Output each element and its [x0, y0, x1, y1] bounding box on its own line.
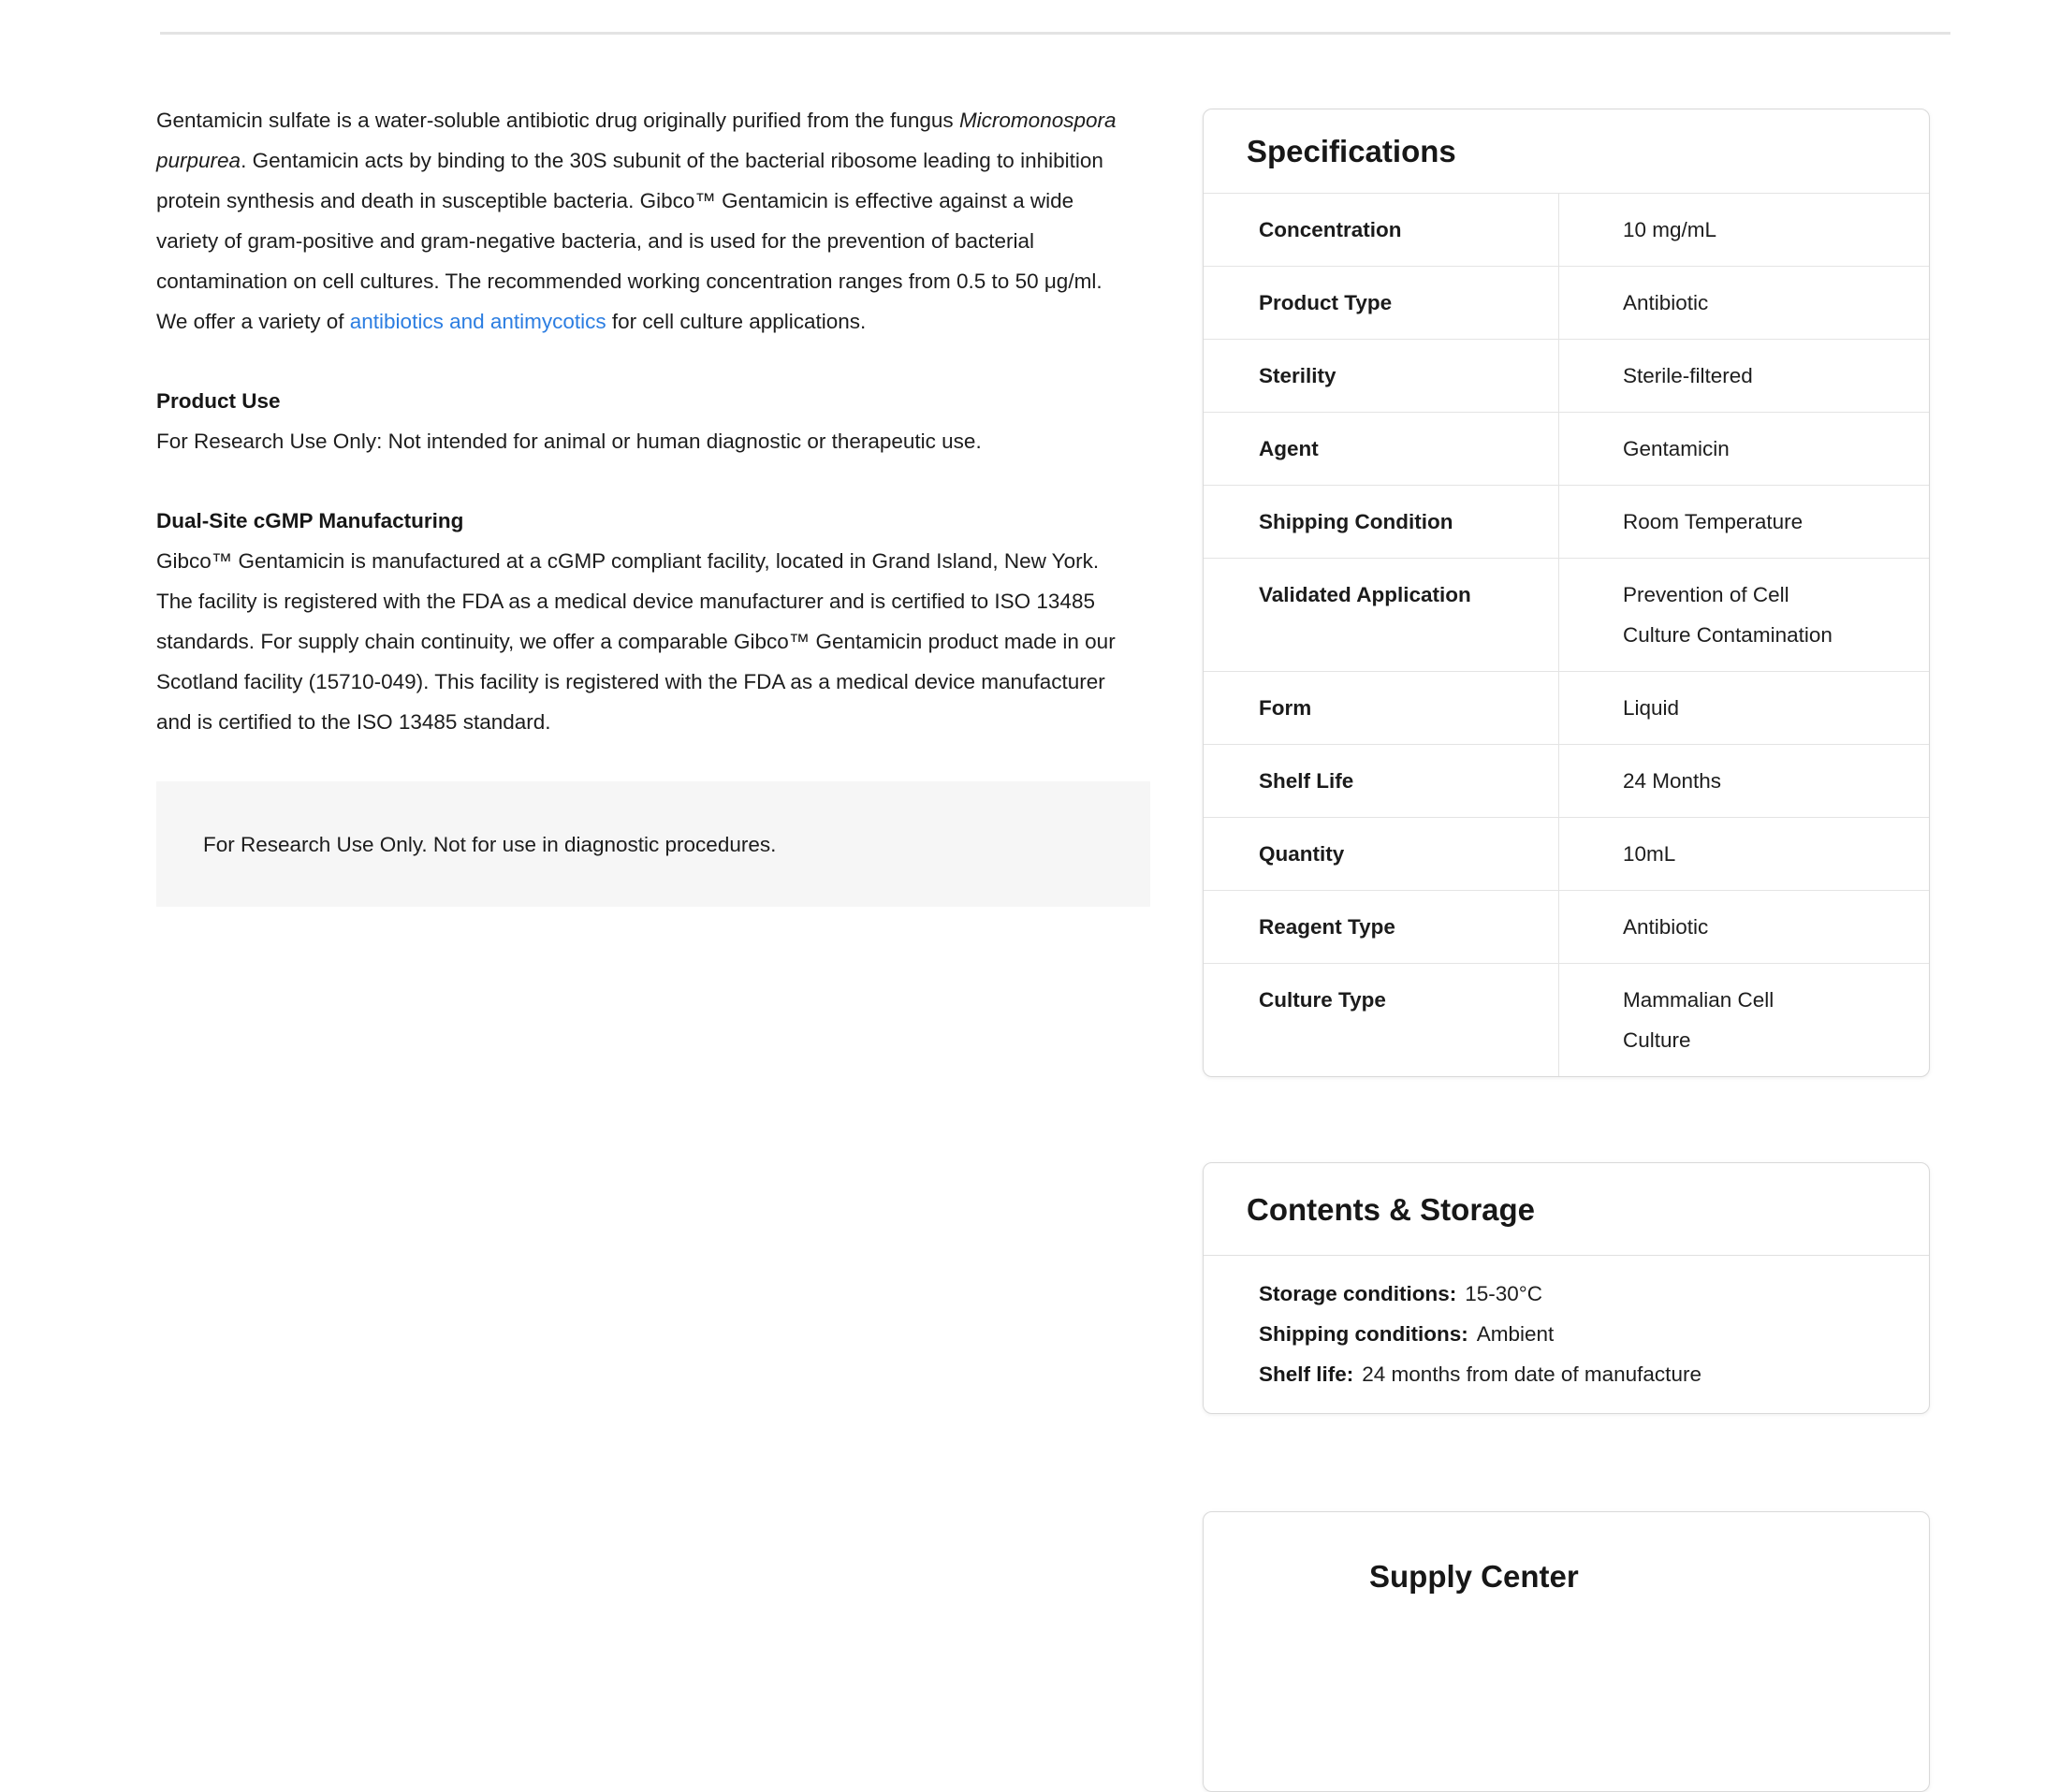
contents-storage-card	[1203, 1162, 1930, 1414]
specifications-header	[1204, 109, 1929, 193]
manufacturing-body: Gibco™ Gentamicin is manufactured at a cGMP compliant facility, located in Grand Island, New York. The facility is registered with the FDA as a medical device manufacturer and is certified to ISO 13485 standards. For supply chain continuity, we offer a comparable Gibco™ Gentamicin product made in our Scotland facility (15710-049). This facility is registered with the FDA as a medical device manufacturer and is certified to the ISO 13485 standard.	[156, 549, 1116, 734]
species-name-italic: Micromonospora purpurea	[156, 109, 1117, 172]
antibiotics-antimycotics-link[interactable]: antibiotics and antimycotics	[349, 310, 606, 333]
storage-conditions-value: 15-30°C	[1465, 1282, 1543, 1305]
spec-label: Shipping Condition	[1204, 486, 1559, 558]
product-description-section	[156, 100, 1125, 907]
spec-value: 24 Months	[1623, 769, 1722, 793]
spec-value: Antibiotic	[1623, 291, 1709, 314]
contents-storage-header	[1204, 1163, 1929, 1256]
description-text-1: Gentamicin sulfate is a water-soluble antibiotic drug originally purified from the fungus	[156, 109, 959, 132]
product-use-body: For Research Use Only: Not intended for animal or human diagnostic or therapeutic use.	[156, 430, 982, 453]
research-use-only-notice	[156, 781, 1150, 907]
spec-row-shipping-condition	[1204, 485, 1929, 558]
page-top-divider	[160, 32, 1950, 35]
spec-row-quantity	[1204, 817, 1929, 890]
research-use-only-text: For Research Use Only. Not for use in diagnostic procedures.	[203, 832, 777, 856]
shipping-conditions-label: Shipping conditions:	[1259, 1322, 1468, 1346]
spec-row-sterility	[1204, 339, 1929, 412]
spec-row-product-type	[1204, 266, 1929, 339]
spec-label: Agent	[1204, 413, 1559, 485]
spec-label: Concentration	[1204, 194, 1559, 266]
shelf-life-label: Shelf life:	[1259, 1362, 1354, 1386]
spec-value: 10 mg/mL	[1623, 218, 1717, 241]
spec-row-culture-type	[1204, 963, 1929, 1076]
description-paragraph	[156, 100, 1125, 342]
spec-value: Room Temperature	[1623, 510, 1803, 533]
spec-row-shelf-life	[1204, 744, 1929, 817]
spec-row-validated-application	[1204, 558, 1929, 671]
partial-card-title: Supply Center	[1369, 1559, 1579, 1594]
manufacturing-heading: Dual-Site cGMP Manufacturing	[156, 509, 464, 532]
specifications-card	[1203, 109, 1930, 1077]
spec-value: Gentamicin	[1623, 437, 1730, 460]
spec-label: Validated Application	[1204, 559, 1559, 671]
spec-value: Sterile-filtered	[1623, 364, 1753, 387]
spec-value: Mammalian Cell Culture	[1623, 988, 1774, 1052]
spec-row-agent	[1204, 412, 1929, 485]
storage-conditions-label: Storage conditions:	[1259, 1282, 1457, 1305]
description-text-2: . Gentamicin acts by binding to the 30S subunit of the bacterial ribosome leading to inhibition protein synthesis and death in susceptible bacteria. Gibco™ Gentamicin is effective against a wide variety of gram-positive and gram-negative bacteria, and is used for the prevention of bacterial contamination on cell cultures. The recommended working concentration ranges from 0.5 to 50 μg/ml. We offer a variety of	[156, 149, 1103, 333]
specifications-title: Specifications	[1247, 134, 1456, 168]
spec-label: Product Type	[1204, 267, 1559, 339]
shipping-conditions-value: Ambient	[1476, 1322, 1555, 1346]
spec-row-form	[1204, 671, 1929, 744]
spec-value: Prevention of Cell Culture Contamination	[1623, 583, 1833, 647]
spec-label: Shelf Life	[1204, 745, 1559, 817]
spec-label: Culture Type	[1204, 964, 1559, 1076]
spec-label: Sterility	[1204, 340, 1559, 412]
spec-row-reagent-type	[1204, 890, 1929, 963]
spec-label: Form	[1204, 672, 1559, 744]
contents-storage-title: Contents & Storage	[1247, 1191, 1536, 1227]
storage-conditions-line	[1259, 1274, 1891, 1314]
description-text-3: for cell culture applications.	[606, 310, 867, 333]
shelf-life-value: 24 months from date of manufacture	[1362, 1362, 1701, 1386]
contents-storage-body	[1204, 1256, 1929, 1413]
shipping-conditions-line	[1259, 1314, 1891, 1354]
spec-label: Reagent Type	[1204, 891, 1559, 963]
spec-value: 10mL	[1623, 842, 1676, 866]
spec-row-concentration	[1204, 193, 1929, 266]
spec-label: Quantity	[1204, 818, 1559, 890]
spec-value: Antibiotic	[1623, 915, 1709, 939]
product-use-heading: Product Use	[156, 389, 281, 413]
shelf-life-line	[1259, 1354, 1891, 1394]
spec-value: Liquid	[1623, 696, 1680, 720]
partial-bottom-card	[1203, 1511, 1930, 1792]
